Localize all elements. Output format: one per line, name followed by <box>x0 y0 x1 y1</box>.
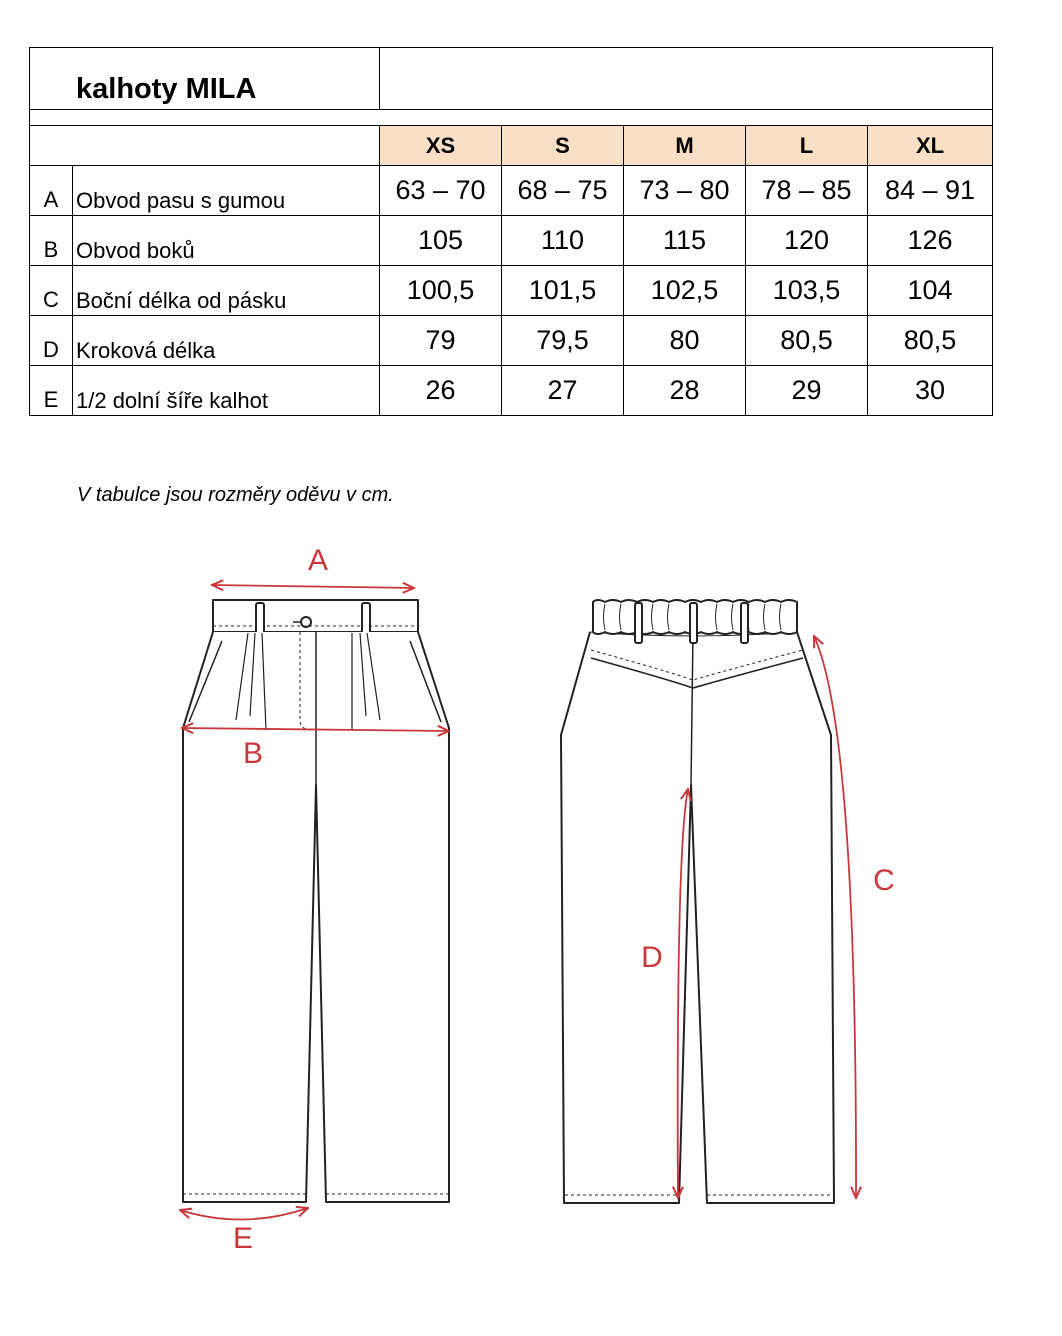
row-value: 28 <box>624 366 746 416</box>
product-title: kalhoty MILA <box>30 48 380 110</box>
row-label: Obvod pasu s gumou <box>73 166 380 216</box>
row-value: 84 – 91 <box>868 166 993 216</box>
front-trousers-drawing <box>183 600 449 1202</box>
row-value: 29 <box>746 366 868 416</box>
back-trousers-drawing <box>561 600 834 1203</box>
measure-a-arrow <box>212 585 414 588</box>
row-value: 105 <box>380 216 502 266</box>
measure-label-e: E <box>232 1222 254 1255</box>
row-value: 102,5 <box>624 266 746 316</box>
measure-label-d: D <box>641 941 663 974</box>
row-letter: A <box>30 166 73 216</box>
row-value: 101,5 <box>502 266 624 316</box>
size-header-xs: XS <box>380 126 502 166</box>
row-value: 78 – 85 <box>746 166 868 216</box>
row-value: 26 <box>380 366 502 416</box>
size-header-xl: XL <box>868 126 993 166</box>
measure-e-arrow <box>180 1208 308 1220</box>
measure-label-c: C <box>873 864 895 897</box>
row-value: 63 – 70 <box>380 166 502 216</box>
row-value: 126 <box>868 216 993 266</box>
row-letter: C <box>30 266 73 316</box>
row-value: 73 – 80 <box>624 166 746 216</box>
measure-label-a: A <box>307 544 329 577</box>
row-value: 110 <box>502 216 624 266</box>
units-note: V tabulce jsou rozměry oděvu v cm. <box>77 484 394 506</box>
size-header-s: S <box>502 126 624 166</box>
row-value: 80,5 <box>868 316 993 366</box>
row-label: Boční délka od pásku <box>73 266 380 316</box>
row-label: 1/2 dolní šíře kalhot <box>73 366 380 416</box>
measure-label-b: B <box>242 737 264 770</box>
row-label: Obvod boků <box>73 216 380 266</box>
row-value: 68 – 75 <box>502 166 624 216</box>
row-value: 27 <box>502 366 624 416</box>
row-value: 30 <box>868 366 993 416</box>
row-value: 80,5 <box>746 316 868 366</box>
row-value: 79 <box>380 316 502 366</box>
row-value: 120 <box>746 216 868 266</box>
row-value: 104 <box>868 266 993 316</box>
size-header-l: L <box>746 126 868 166</box>
row-value: 103,5 <box>746 266 868 316</box>
size-header-m: M <box>624 126 746 166</box>
row-letter: E <box>30 366 73 416</box>
row-value: 115 <box>624 216 746 266</box>
row-value: 79,5 <box>502 316 624 366</box>
row-letter: D <box>30 316 73 366</box>
row-label: Kroková délka <box>73 316 380 366</box>
row-value: 80 <box>624 316 746 366</box>
row-value: 100,5 <box>380 266 502 316</box>
row-letter: B <box>30 216 73 266</box>
